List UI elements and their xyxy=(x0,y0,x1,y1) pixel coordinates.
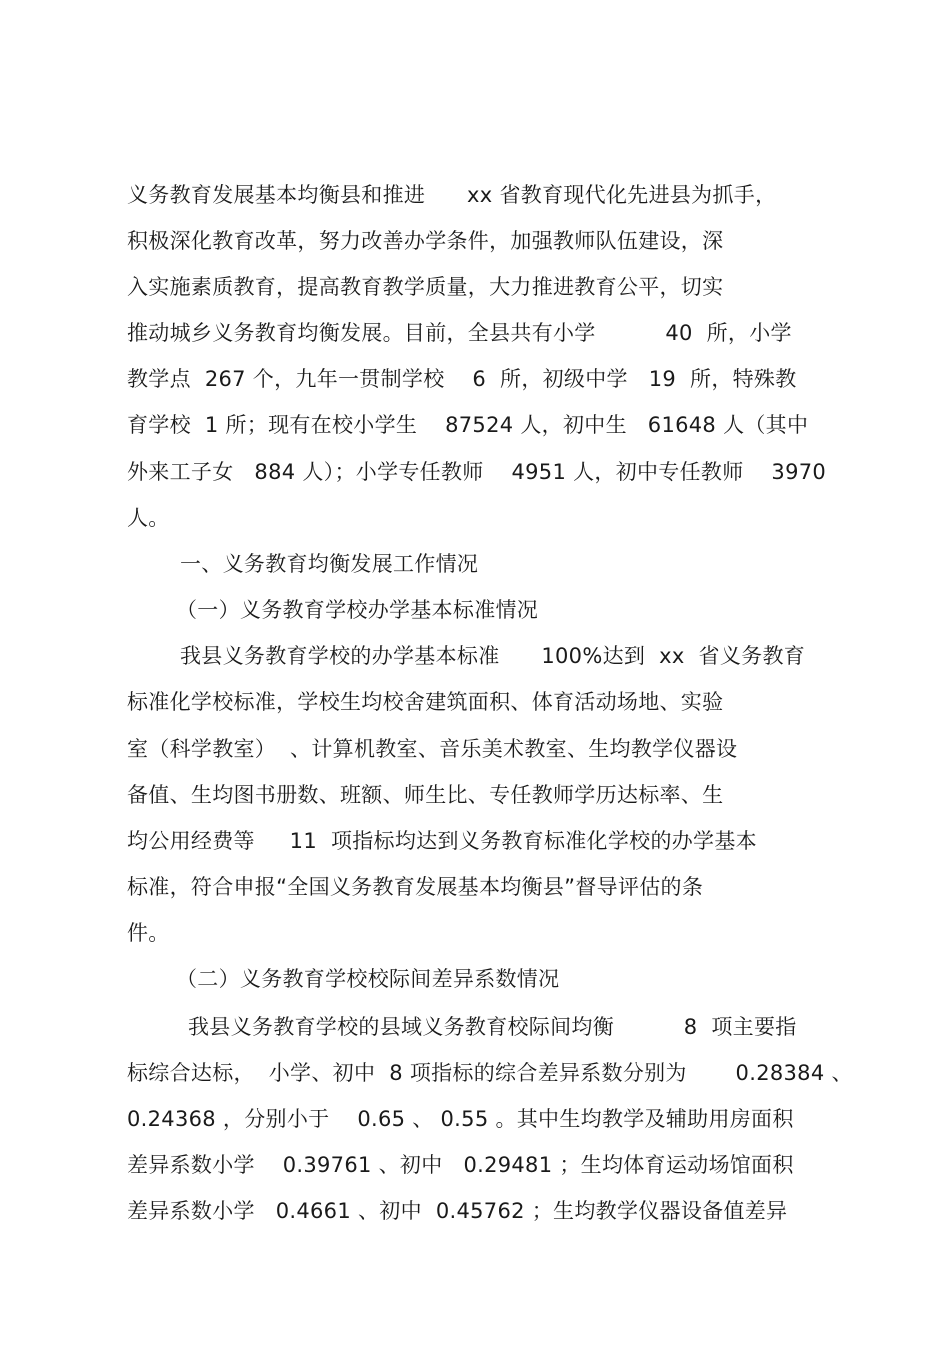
text-line: 均公用经费等 11 项指标均达到义务教育标准化学校的办学基本 xyxy=(127,829,757,853)
text-line: 件。 xyxy=(127,921,170,945)
text-line: 育学校 1 所；现有在校小学生 87524 人，初中生 61648 人（其中 xyxy=(127,413,809,437)
text-line: 入实施素质教育，提高教育教学质量，大力推进教育公平，切实 xyxy=(127,275,724,299)
text-line: 标综合达标， 小学、初中 8 项指标的综合差异系数分别为 0.28384 、 xyxy=(127,1061,853,1085)
text-line: 差异系数小学 0.4661 、初中 0.45762 ；生均教学仪器设备值差异 xyxy=(127,1199,788,1223)
subsection-heading: （二）义务教育学校校际间差异系数情况 xyxy=(176,967,560,991)
text-line: 推动城乡义务教育均衡发展。目前，全县共有小学 40 所，小学 xyxy=(127,321,792,345)
subsection-heading: （一）义务教育学校办学基本标准情况 xyxy=(176,598,539,622)
text-line: 教学点 267 个，九年一贯制学校 6 所，初级中学 19 所，特殊教 xyxy=(127,367,797,391)
text-line: 我县义务教育学校的办学基本标准 100%达到 xx 省义务教育 xyxy=(180,644,806,668)
section-heading: 一、义务教育均衡发展工作情况 xyxy=(180,552,479,576)
text-line: 积极深化教育改革，努力改善办学条件，加强教师队伍建设，深 xyxy=(127,229,724,253)
text-line: 标准，符合申报“全国义务教育发展基本均衡县”督导评估的条 xyxy=(127,875,704,899)
text-line: 人。 xyxy=(127,506,170,530)
text-line: 备值、生均图书册数、班额、师生比、专任教师学历达标率、生 xyxy=(127,783,724,807)
text-line: 标准化学校标准，学校生均校舍建筑面积、体育活动场地、实验 xyxy=(127,690,724,714)
text-line: 义务教育发展基本均衡县和推进 xx 省教育现代化先进县为抓手， xyxy=(127,183,777,207)
text-line: 室（科学教室） 、计算机教室、音乐美术教室、生均教学仪器设 xyxy=(127,737,738,761)
text-line: 我县义务教育学校的县域义务教育校际间均衡 8 项主要指 xyxy=(188,1015,797,1039)
text-line: 0.24368 ，分别小于 0.65 、 0.55 。其中生均教学及辅助用房面积 xyxy=(127,1107,794,1131)
text-line: 外来工子女 884 人）；小学专任教师 4951 人，初中专任教师 3970 xyxy=(127,460,827,484)
text-line: 差异系数小学 0.39761 、初中 0.29481 ；生均体育运动场馆面积 xyxy=(127,1153,794,1177)
